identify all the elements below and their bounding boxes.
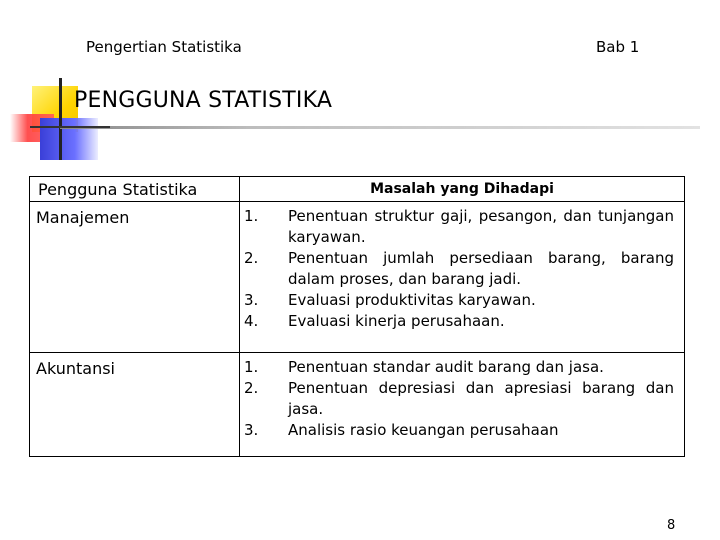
header-chapter-number: Bab 1	[596, 38, 640, 56]
item-text: Evaluasi kinerja perusahaan.	[288, 312, 505, 330]
slide-title: PENGGUNA STATISTIKA	[74, 88, 333, 113]
item-text: Evaluasi produktivitas karyawan.	[288, 291, 536, 309]
page-number: 8	[667, 518, 676, 533]
decor-horizontal-line	[30, 126, 110, 128]
list-item	[240, 420, 674, 441]
list-item	[240, 290, 674, 311]
header-chapter-title: Pengertian Statistika	[86, 38, 242, 56]
problem-list	[240, 202, 685, 353]
item-text: Penentuan depresiasi dan apresiasi barang dan jasa.	[288, 378, 674, 418]
list-item	[240, 378, 674, 420]
item-number: 2.	[244, 249, 259, 267]
item-text: Penentuan jumlah persediaan barang, barang dalam proses, dan barang jadi.	[288, 249, 674, 288]
list-item	[240, 206, 674, 248]
title-underline	[60, 126, 700, 129]
item-number: 2.	[244, 378, 259, 397]
header-problems: Masalah yang Dihadapi	[240, 177, 685, 202]
table-row	[30, 352, 685, 456]
item-text: Analisis rasio keuangan perusahaan	[288, 420, 559, 439]
item-number: 4.	[244, 312, 259, 330]
problem-list	[240, 352, 685, 456]
list-item	[240, 311, 674, 332]
item-number: 3.	[244, 291, 259, 309]
header-users: Pengguna Statistika	[30, 177, 240, 202]
item-number: 1.	[244, 207, 259, 225]
table-row	[30, 202, 685, 353]
decor-vertical-line	[59, 78, 62, 160]
table-header-row	[30, 177, 685, 202]
category-cell: Manajemen	[30, 202, 240, 353]
list-item	[240, 248, 674, 290]
item-text: Penentuan standar audit barang dan jasa.	[288, 357, 604, 376]
decor-blue-square	[40, 118, 98, 160]
item-number: 3.	[244, 420, 259, 439]
item-text: Penentuan struktur gaji, pesangon, dan tunjangan karyawan.	[288, 207, 674, 246]
item-number: 1.	[244, 357, 259, 376]
category-cell: Akuntansi	[30, 352, 240, 456]
users-problems-table	[29, 176, 685, 457]
list-item	[240, 357, 674, 378]
